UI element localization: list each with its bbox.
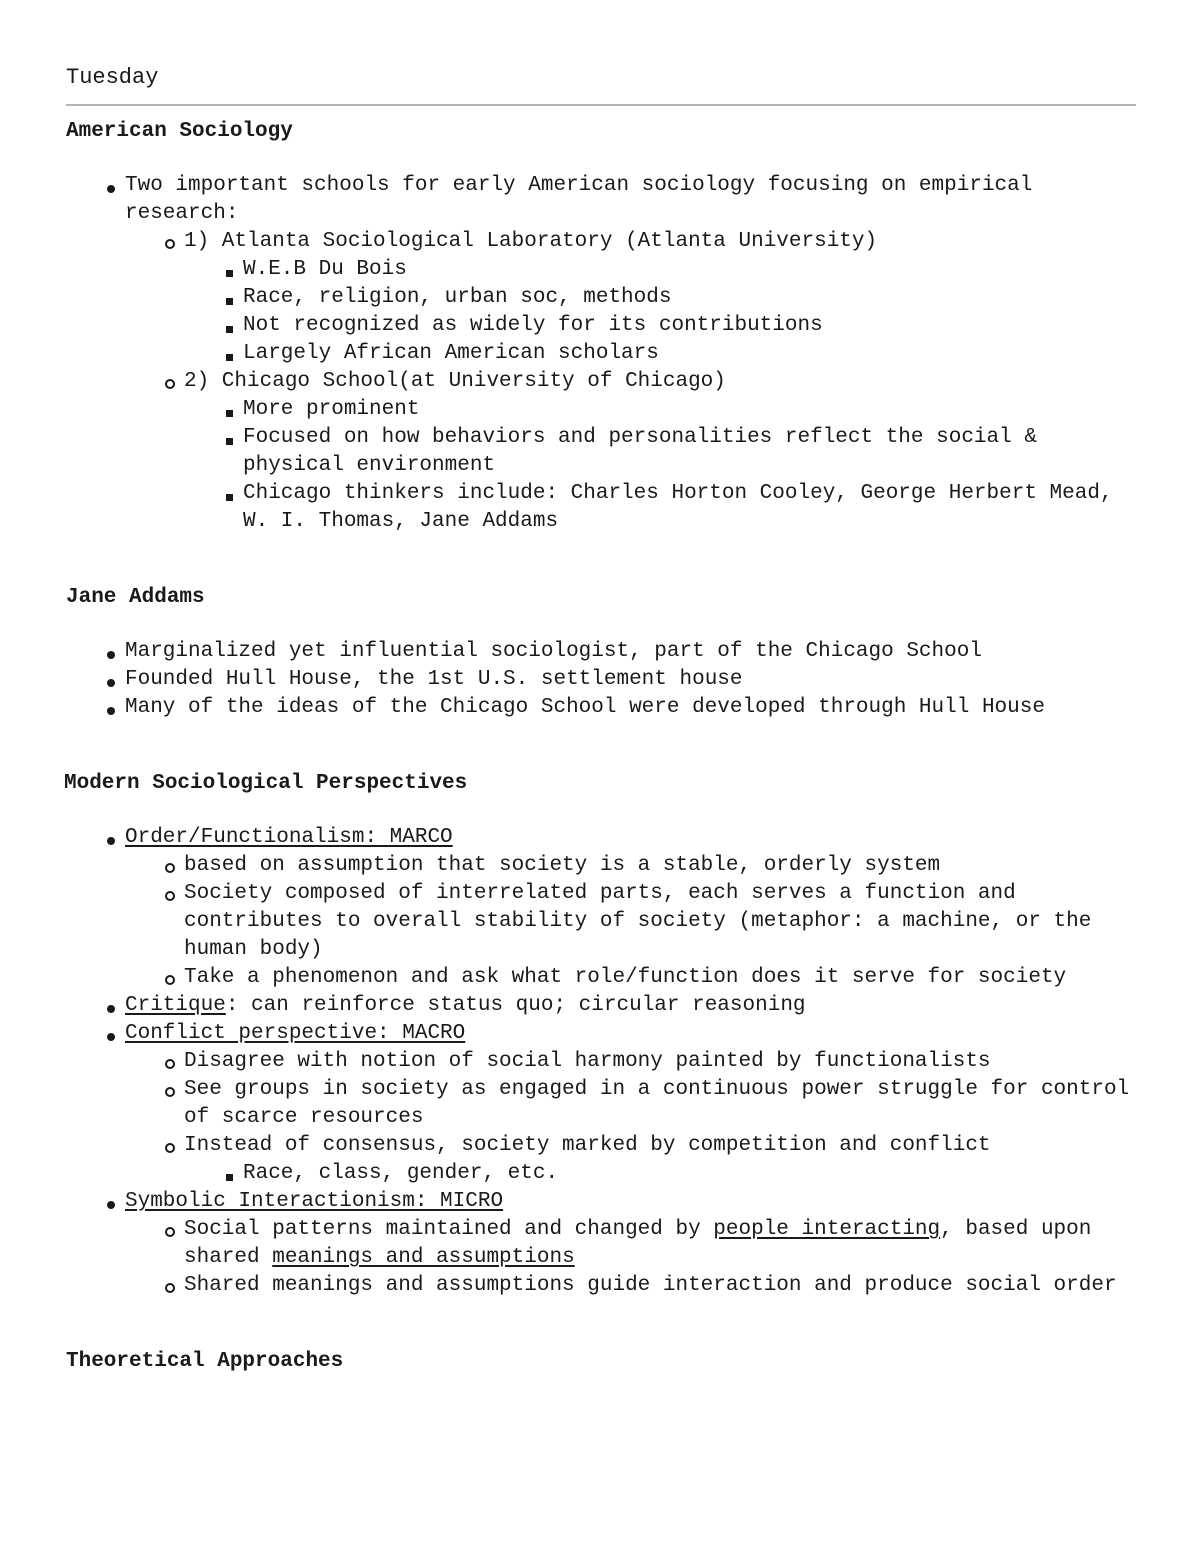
list-item: Not recognized as widely for its contributions bbox=[184, 312, 1136, 340]
section-title-jane-addams: Jane Addams bbox=[66, 586, 205, 609]
circle-bullet-icon bbox=[158, 880, 182, 908]
modern-perspectives-list bbox=[66, 824, 1136, 1300]
disc-bullet-icon bbox=[99, 172, 123, 200]
list-item: 1) Atlanta Sociological Laboratory (Atlanta University) W.E.B Du Bois Race, religion, urban soc, methods Not recognized as widely for its contributions Largely African American scholars bbox=[125, 228, 1136, 368]
disc-bullet-icon bbox=[99, 1188, 123, 1216]
jane-addams-list bbox=[66, 638, 1136, 722]
list-item: 2) Chicago School(at University of Chicago) More prominent Focused on how behaviors and personalities reflect the social & physical environment Chicago thinkers include: Charles Horton Cooley, George Herbert Mead, W. I. Thomas, Jane Addams bbox=[125, 368, 1136, 536]
list-item: Society composed of interrelated parts, each serves a function and contributes to overall stability of society (metaphor: a machine, or the human body) bbox=[125, 880, 1136, 964]
square-bullet-icon bbox=[217, 284, 241, 312]
list-item: Critique: can reinforce status quo; circular reasoning bbox=[66, 992, 1136, 1020]
list-item: W.E.B Du Bois bbox=[184, 256, 1136, 284]
list-item: Race, class, gender, etc. bbox=[184, 1160, 1136, 1188]
list-item: Order/Functionalism: MARCO based on assumption that society is a stable, orderly system Society composed of interrelated parts, each serves a function and contributes to overall stability of society (metaphor: a machine, or the human body) Take a phenomenon and ask what role/function does it serve for society bbox=[66, 824, 1136, 992]
list-item: Instead of consensus, society marked by competition and conflict Race, class, gender, etc. bbox=[125, 1132, 1136, 1188]
list-item: Chicago thinkers include: Charles Horton Cooley, George Herbert Mead, W. I. Thomas, Jane Addams bbox=[184, 480, 1136, 536]
circle-bullet-icon bbox=[158, 964, 182, 992]
disc-bullet-icon bbox=[99, 638, 123, 666]
document-page bbox=[66, 64, 1136, 1376]
list-item: More prominent bbox=[184, 396, 1136, 424]
circle-bullet-icon bbox=[158, 1076, 182, 1104]
list-item: Focused on how behaviors and personalities reflect the social & physical environment bbox=[184, 424, 1136, 480]
day-heading: Tuesday bbox=[66, 65, 159, 90]
list-item: Founded Hull House, the 1st U.S. settlement house bbox=[66, 666, 1136, 694]
section-title-modern-perspectives: Modern Sociological Perspectives bbox=[64, 772, 468, 795]
circle-bullet-icon bbox=[158, 368, 182, 396]
circle-bullet-icon bbox=[158, 1272, 182, 1300]
square-bullet-icon bbox=[217, 340, 241, 368]
square-bullet-icon bbox=[217, 480, 241, 508]
american-sociology-list bbox=[66, 172, 1136, 536]
list-item: Social patterns maintained and changed by people interacting, based upon shared meanings and assumptions bbox=[125, 1216, 1136, 1272]
list-item: Shared meanings and assumptions guide interaction and produce social order bbox=[125, 1272, 1136, 1300]
section-title-theoretical-approaches: Theoretical Approaches bbox=[66, 1350, 344, 1373]
list-item: Race, religion, urban soc, methods bbox=[184, 284, 1136, 312]
disc-bullet-icon bbox=[99, 1020, 123, 1048]
circle-bullet-icon bbox=[158, 1216, 182, 1244]
divider bbox=[66, 104, 1136, 106]
list-item: Take a phenomenon and ask what role/function does it serve for society bbox=[125, 964, 1136, 992]
list-item: based on assumption that society is a stable, orderly system bbox=[125, 852, 1136, 880]
circle-bullet-icon bbox=[158, 852, 182, 880]
disc-bullet-icon bbox=[99, 694, 123, 722]
list-item: Disagree with notion of social harmony painted by functionalists bbox=[125, 1048, 1136, 1076]
disc-bullet-icon bbox=[99, 824, 123, 852]
list-item: See groups in society as engaged in a continuous power struggle for control of scarce resources bbox=[125, 1076, 1136, 1132]
list-item: Two important schools for early American sociology focusing on empirical research: 1) Atlanta Sociological Laboratory (Atlanta University) W.E.B Du Bois Race, religion, urban soc, methods Not recognized as widely for its contributions Largely African American scholars 2) Chicago School(at University of Chicago) More prominent Focused on how behaviors and personalities reflect the social & physical environment Chicago thinkers include: Charles Horton Cooley, George Herbert Mead, W. I. Thomas, Jane Addams bbox=[66, 172, 1136, 536]
square-bullet-icon bbox=[217, 1160, 241, 1188]
list-item: Many of the ideas of the Chicago School were developed through Hull House bbox=[66, 694, 1136, 722]
list-item: Largely African American scholars bbox=[184, 340, 1136, 368]
square-bullet-icon bbox=[217, 396, 241, 424]
list-item: Conflict perspective: MACRO Disagree with notion of social harmony painted by functionalists See groups in society as engaged in a continuous power struggle for control of scarce resources Instead of consensus, society marked by competition and conflict Race, class, gender, etc. bbox=[66, 1020, 1136, 1188]
square-bullet-icon bbox=[217, 256, 241, 284]
circle-bullet-icon bbox=[158, 1048, 182, 1076]
disc-bullet-icon bbox=[99, 992, 123, 1020]
circle-bullet-icon bbox=[158, 1132, 182, 1160]
section-title-american-sociology: American Sociology bbox=[66, 120, 293, 143]
square-bullet-icon bbox=[217, 424, 241, 452]
list-item: Marginalized yet influential sociologist, part of the Chicago School bbox=[66, 638, 1136, 666]
list-item: Symbolic Interactionism: MICRO Social patterns maintained and changed by people interacting, based upon shared meanings and assumptions Shared meanings and assumptions guide interaction and produce social order bbox=[66, 1188, 1136, 1300]
square-bullet-icon bbox=[217, 312, 241, 340]
circle-bullet-icon bbox=[158, 228, 182, 256]
disc-bullet-icon bbox=[99, 666, 123, 694]
